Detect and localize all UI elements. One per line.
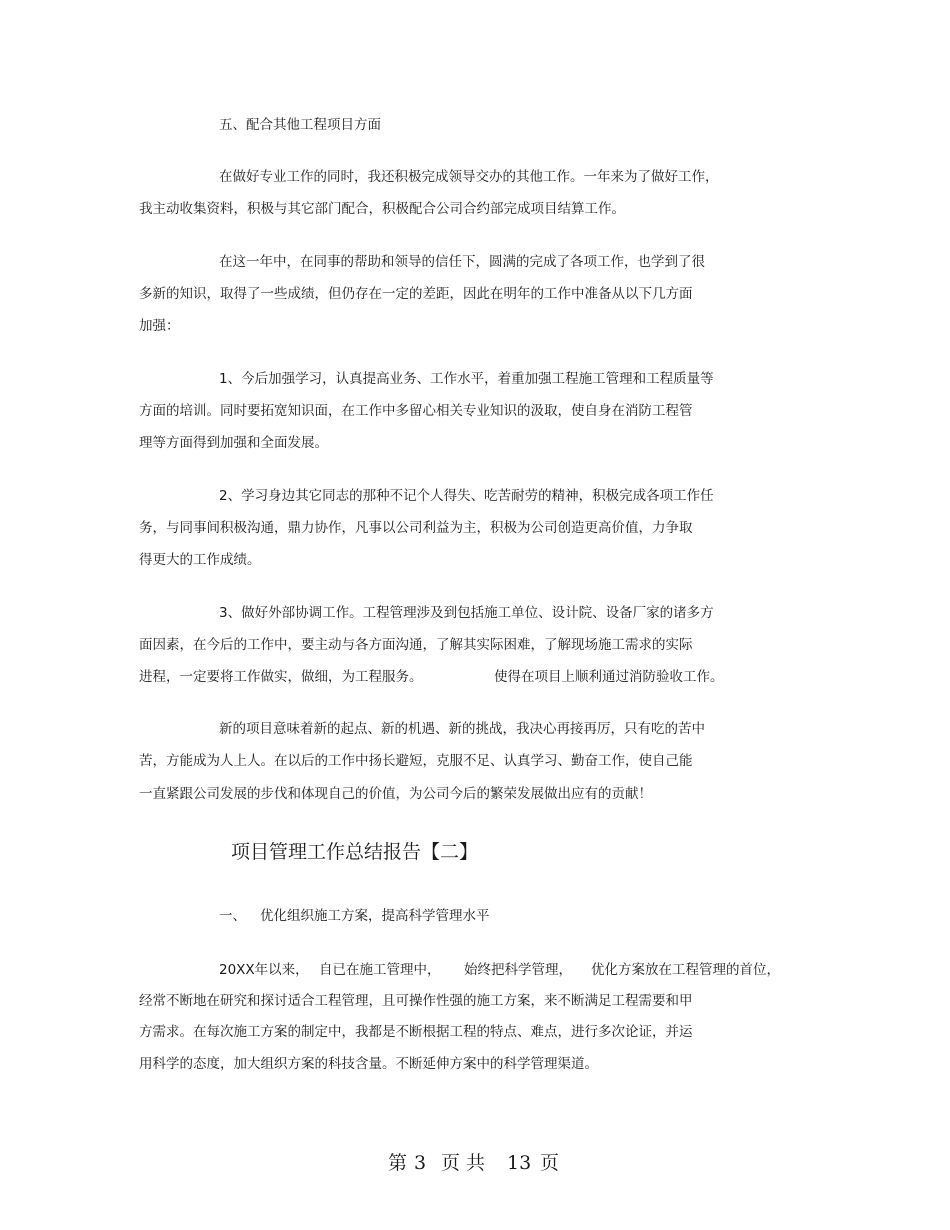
paragraph-line: 多新的知识，取得了一些成绩，但仍存在一定的差距，因此在明年的工作中准备从以下几方面: [139, 286, 693, 302]
paragraph-line: 始终把科学管理，: [464, 962, 572, 978]
subsection-heading: 优化组织施工方案，提高科学管理水平: [260, 908, 490, 924]
paragraph-line: 加强：: [139, 318, 180, 334]
paragraph-line: 优化方案放在工程管理的首位，: [591, 962, 780, 978]
paragraph-line: 方需求。在每次施工方案的制定中，我都是不断根据工程的特点、难点，进行多次论证，并运: [139, 1024, 693, 1040]
paragraph-line: 苦，方能成为人上人。在以后的工作中扬长避短，克服不足、认真学习、勤奋工作，使自己能: [139, 753, 693, 769]
report-title: 项目管理工作总结报告【二】: [231, 841, 479, 863]
paragraph-line: 在做好专业工作的同时，我还积极完成领导交办的其他工作。一年来为了做好工作，: [219, 169, 719, 185]
paragraph-line: 务，与同事间积极沟通，鼎力协作，凡事以公司利益为主，积极为公司创造更高价值，力争取: [139, 520, 693, 536]
paragraph-line: 我主动收集资料，积极与其它部门配合，积极配合公司合约部完成项目结算工作。: [139, 201, 625, 217]
paragraph-line: 面因素，在今后的工作中，要主动与各方面沟通，了解其实际困难，了解现场施工需求的实际: [139, 637, 693, 653]
paragraph-line: 得更大的工作成绩。: [139, 552, 261, 568]
paragraph-line: 自已在施工管理中，: [319, 962, 441, 978]
paragraph-line: 20XX年以来，: [219, 962, 309, 978]
paragraph-line: 3、做好外部协调工作。工程管理涉及到包括施工单位、设计院、设备厂家的诸多方: [219, 605, 714, 621]
paragraph-line: 使得在项目上顺利通过消防验收工作。: [494, 669, 724, 685]
section-heading: 五、配合其他工程项目方面: [219, 117, 381, 133]
subsection-number: 一、: [219, 908, 246, 924]
paragraph-line: 在这一年中，在同事的帮助和领导的信任下，圆满的完成了各项工作，也学到了很: [219, 254, 705, 270]
footer-total-pages: 13: [507, 1152, 532, 1174]
paragraph-line: 方面的培训。同时要拓宽知识面，在工作中多留心相关专业知识的汲取，使自身在消防工程管: [139, 403, 693, 419]
footer-page-number: 3: [414, 1152, 427, 1174]
paragraph-line: 一直紧跟公司发展的步伐和体现自己的价值，为公司今后的繁荣发展做出应有的贡献！: [139, 786, 652, 802]
footer-suffix: 页: [540, 1152, 560, 1174]
footer-prefix: 第: [388, 1152, 408, 1174]
paragraph-line: 1、今后加强学习，认真提高业务、工作水平，着重加强工程施工管理和工程质量等: [219, 371, 714, 387]
paragraph-line: 理等方面得到加强和全面发展。: [139, 435, 328, 451]
paragraph-line: 2、学习身边其它同志的那种不记个人得失、吃苦耐劳的精神，积极完成各项工作任: [219, 488, 714, 504]
footer-mid: 页 共: [441, 1152, 486, 1174]
paragraph-line: 新的项目意味着新的起点、新的机遇、新的挑战，我决心再接再厉，只有吃的苦中: [219, 721, 705, 737]
paragraph-line: 进程，一定要将工作做实，做细，为工程服务。: [139, 669, 423, 685]
paragraph-line: 用科学的态度，加大组织方案的科技含量。不断延伸方案中的科学管理渠道。: [139, 1056, 598, 1072]
paragraph-line: 经常不断地在研究和探讨适合工程管理，且可操作性强的施工方案，来不断满足工程需要和甲: [139, 993, 693, 1009]
